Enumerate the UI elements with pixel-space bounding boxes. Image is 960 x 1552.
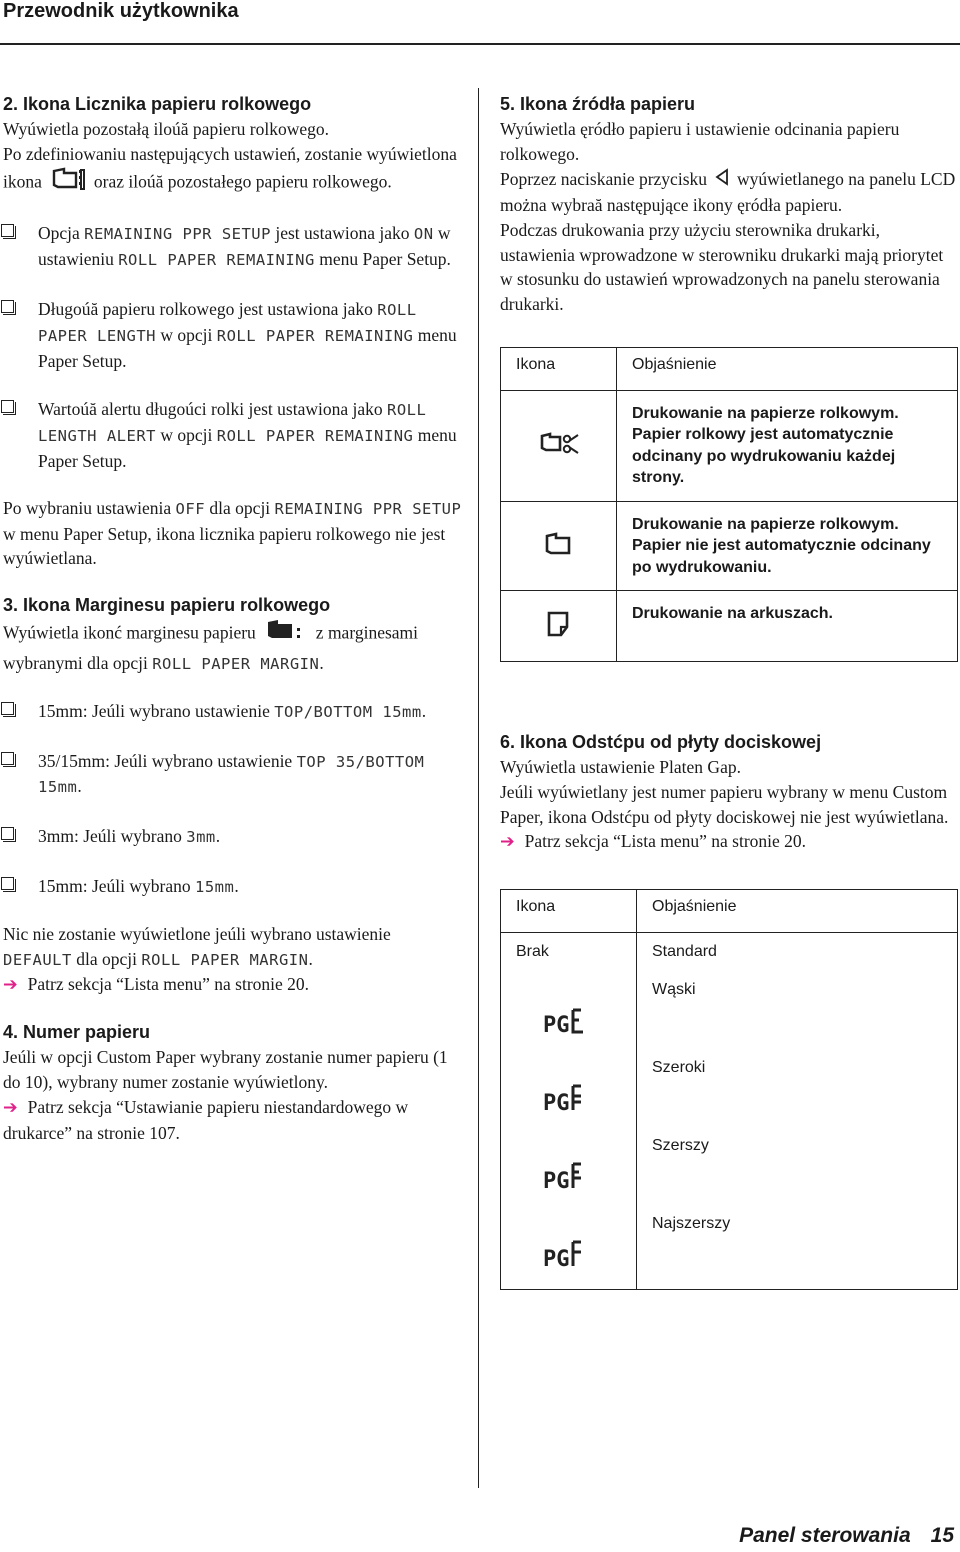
section-6-p1: Wyúwietla ustawienie Platen Gap. (500, 756, 741, 777)
footer-section: Panel sterowania (739, 1524, 911, 1547)
page-header-title: Przewodnik użytkownika (3, 0, 239, 22)
triangle-left-icon (715, 168, 729, 193)
list-item: Długoúă papieru rolkowego jest ustawiona jako ROLL PAPER LENGTH w opcji ROLL PAPER REMAINING menu Paper Setup. (3, 297, 463, 373)
checkbox-bullet-icon (3, 879, 16, 892)
section-3-p2: Nic nie zostanie wyúwietlone jeúli wybrano ustawienie DEFAULT dla opcji ROLL PAPER MARGIN. (3, 923, 391, 969)
section-4-ref[interactable]: ➔ Patrz sekcja “Ustawianie papieru niestandardowego w drukarce” na stronie 107. (3, 1096, 409, 1143)
section-6-ref[interactable]: ➔ Patrz sekcja “Lista menu” na stronie 20. (500, 831, 807, 853)
section-2-p3: Po wybraniu ustawienia OFF dla opcji REMAINING PPR SETUP w menu Paper Setup, ikona licznika papieru rolkowego nie jest wyúwietlana. (3, 497, 462, 569)
svg-text:PG: PG (543, 1091, 570, 1117)
section-3-list (3, 699, 463, 900)
list-item: Wartoúă alertu długoúci rolki jest ustawiona jako ROLL LENGTH ALERT w opcji ROLL PAPER REMAINING menu Paper Setup. (3, 397, 463, 473)
column-divider (478, 88, 479, 1488)
svg-text:PG: PG (543, 1013, 570, 1039)
checkbox-bullet-icon (3, 226, 16, 239)
table-cell-desc: Wąski (637, 973, 958, 1051)
pg-widest-icon (501, 1207, 637, 1290)
table-header-desc: Objaśnienie (637, 890, 958, 933)
section-2-p2: Po zdefiniowaniu następujących ustawień, zostanie wyúwietlona ikona oraz iloúă pozostałego papieru rolkowego. (3, 142, 463, 200)
pg-narrow-icon (501, 973, 637, 1051)
table-row (501, 591, 958, 662)
checkbox-bullet-icon (3, 754, 16, 767)
table-row (501, 1051, 958, 1129)
table-row (501, 390, 958, 501)
svg-text:PG: PG (543, 1169, 570, 1195)
table-header-icon: Ikona (501, 347, 617, 390)
table-header-icon: Ikona (501, 890, 637, 933)
roll-margin-icon (264, 618, 308, 651)
section-4-p1: Jeúli w opcji Custom Paper wybrany zostanie numer papieru (1 do 10), wybrany numer zostanie wyúwietlony. (3, 1047, 448, 1092)
table-row (501, 1129, 958, 1207)
table-cell-icon-text: Brak (501, 933, 637, 974)
section-5-p1: Wyúwietla ęródło papieru i ustawienie odcinania papieru rolkowego. (500, 119, 900, 164)
pg-wide-icon (501, 1051, 637, 1129)
checkbox-bullet-icon (3, 829, 16, 842)
section-6-p2: Jeúli wyúwietlany jest numer papieru wybrany w menu Custom Paper, ikona Odstćpu od płyty dociskowej nie jest wyúwietlana. (500, 781, 949, 827)
table-cell-desc: Drukowanie na arkuszach. (617, 591, 958, 662)
list-item: 15mm: Jeúli wybrano 15mm. (3, 874, 463, 900)
sheet-icon (501, 591, 617, 662)
section-5-heading: 5. Ikona źródła papieru (500, 94, 696, 114)
roll-cut-icon (501, 390, 617, 501)
left-column (3, 92, 463, 1145)
roll-icon (501, 501, 617, 591)
table-row (501, 973, 958, 1051)
svg-text:PG: PG (543, 1247, 570, 1273)
arrow-right-icon: ➔ (3, 1097, 18, 1118)
table-cell-desc: Szerszy (637, 1129, 958, 1207)
table-cell-desc: Standard (637, 933, 958, 974)
section-3-ref[interactable]: ➔ Patrz sekcja “Lista menu” na stronie 20. (3, 974, 310, 996)
section-2-heading: 2. Ikona Licznika papieru rolkowego (3, 94, 312, 114)
page-footer (739, 1524, 954, 1548)
table-row (501, 501, 958, 591)
section-3-p1: Wyúwietla ikonć marginesu papieru z marginesami wybranymi dla opcji ROLL PAPER MARGIN. (3, 618, 463, 677)
right-column (500, 92, 958, 1290)
section-6-heading: 6. Ikona Odstćpu od płyty dociskowej (500, 731, 822, 752)
table-row (501, 933, 958, 974)
list-item: Opcja REMAINING PPR SETUP jest ustawiona jako ON w ustawieniu ROLL PAPER REMAINING menu Paper Setup. (3, 221, 463, 273)
section-5-p2: Poprzez naciskanie przycisku wyúwietlanego na panelu LCD można wybraă następujące ikony ęródła papieru. (500, 168, 956, 215)
section-4-heading: 4. Numer papieru (3, 1022, 151, 1043)
roll-counter-icon (50, 167, 86, 200)
table-cell-desc: Szeroki (637, 1051, 958, 1129)
table-cell-desc: Drukowanie na papierze rolkowym. Papier nie jest automatycznie odcinany po wydrukowaniu. (617, 501, 958, 591)
list-item: 15mm: Jeúli wybrano ustawienie TOP/BOTTOM 15mm. (3, 699, 463, 725)
section-2-p1: Wyúwietla pozostałą iloúă papieru rolkowego. (3, 119, 329, 139)
table-header-desc: Objaśnienie (617, 347, 958, 390)
pg-wider-icon (501, 1129, 637, 1207)
checkbox-bullet-icon (3, 302, 16, 315)
platen-gap-table (500, 889, 958, 1290)
checkbox-bullet-icon (3, 704, 16, 717)
table-cell-desc: Drukowanie na papierze rolkowym. Papier rolkowy jest automatycznie odcinany po wydrukowaniu każdej strony. (617, 390, 958, 501)
arrow-right-icon: ➔ (3, 975, 18, 996)
checkbox-bullet-icon (3, 402, 16, 415)
section-5-p3: Podczas drukowania przy użyciu sterownika drukarki, ustawienia wprowadzone w sterowniku drukarki mają priorytet w stosunku do ustawień wprowadzonych na panelu sterowania drukarki. (500, 219, 944, 315)
paper-source-table (500, 347, 958, 662)
section-2-list (3, 221, 463, 473)
section-3-heading: 3. Ikona Marginesu papieru rolkowego (3, 595, 331, 616)
table-row (501, 1207, 958, 1290)
arrow-right-icon: ➔ (500, 832, 515, 853)
list-item: 3mm: Jeúli wybrano 3mm. (3, 824, 463, 850)
page-number: 15 (930, 1524, 954, 1547)
table-cell-desc: Najszerszy (637, 1207, 958, 1290)
list-item: 35/15mm: Jeúli wybrano ustawienie TOP 35/BOTTOM 15mm. (3, 749, 463, 801)
header-rule (0, 43, 960, 45)
